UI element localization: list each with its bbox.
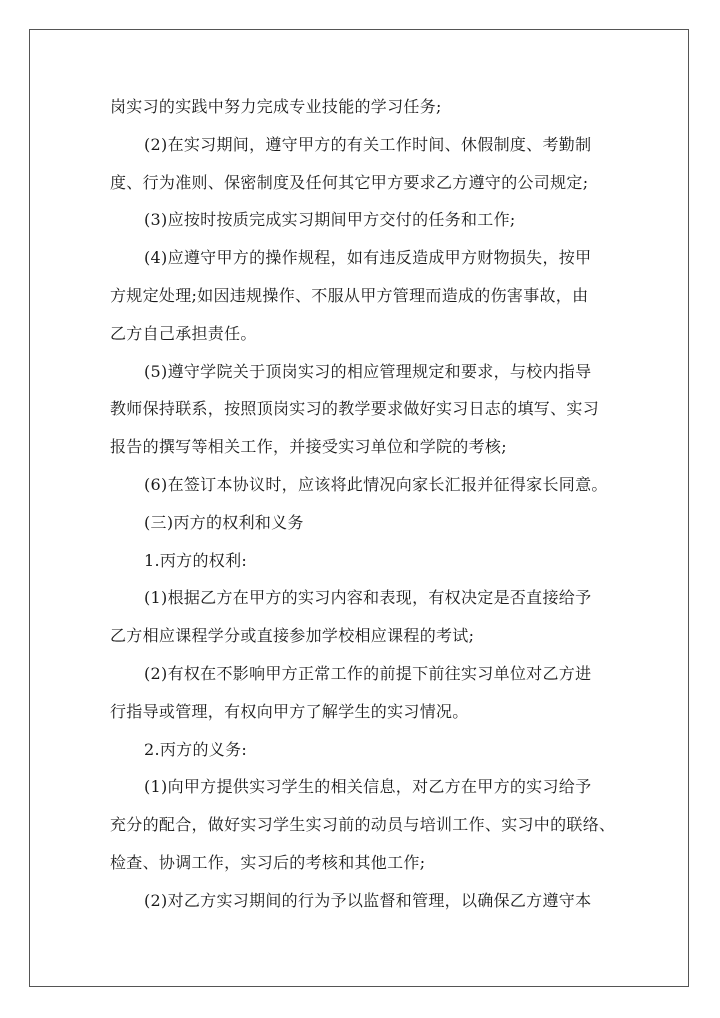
document-body bbox=[110, 88, 620, 920]
paragraph-line: (1)向甲方提供实习学生的相关信息，对乙方在甲方的实习给予 bbox=[144, 777, 592, 797]
paragraph-line: (5)遵守学院关于顶岗实习的相应管理规定和要求，与校内指导 bbox=[144, 361, 592, 381]
paragraph-line: 行指导或管理，有权向甲方了解学生的实习情况。 bbox=[110, 701, 469, 721]
paragraph-line: 检查、协调工作，实习后的考核和其他工作; bbox=[110, 852, 426, 872]
paragraph-line: 充分的配合，做好实习学生实习前的动员与培训工作、实习中的联络、 bbox=[110, 815, 616, 835]
paragraph-line: 岗实习的实践中努力完成专业技能的学习任务; bbox=[110, 97, 442, 116]
paragraph-line: (2)有权在不影响甲方正常工作的前提下前往实习单位对乙方进 bbox=[144, 663, 592, 683]
paragraph-line: (2)对乙方实习期间的行为予以监督和管理，以确保乙方遵守本 bbox=[144, 890, 592, 910]
subsection-heading: 1.丙方的权利: bbox=[144, 550, 248, 570]
section-heading: (三)丙方的权利和义务 bbox=[144, 512, 304, 532]
subsection-heading: 2.丙方的义务: bbox=[144, 739, 248, 759]
paragraph-line: 乙方自己承担责任。 bbox=[110, 323, 257, 343]
paragraph-line: 报告的撰写等相关工作，并接受实习单位和学院的考核; bbox=[110, 437, 507, 457]
paragraph-line: 教师保持联系，按照顶岗实习的教学要求做好实习日志的填写、实习 bbox=[110, 399, 600, 419]
paragraph-line: (1)根据乙方在甲方的实习内容和表现，有权决定是否直接给予 bbox=[144, 588, 592, 608]
paragraph-line: (4)应遵守甲方的操作规程，如有违反造成甲方财物损失，按甲 bbox=[144, 248, 592, 268]
paragraph-line: 方规定处理;如因违规操作、不服从甲方管理而造成的伤害事故，由 bbox=[110, 285, 589, 305]
paragraph-line: 度、行为准则、保密制度及任何其它甲方要求乙方遵守的公司规定; bbox=[110, 172, 589, 192]
paragraph-line: (6)在签订本协议时，应该将此情况向家长汇报并征得家长同意。 bbox=[144, 474, 608, 494]
paragraph-line: (2)在实习期间，遵守甲方的有关工作时间、休假制度、考勤制 bbox=[144, 134, 592, 154]
paragraph-line: (3)应按时按质完成实习期间甲方交付的任务和工作; bbox=[144, 210, 516, 230]
paragraph-line: 乙方相应课程学分或直接参加学校相应课程的考试; bbox=[110, 626, 475, 646]
